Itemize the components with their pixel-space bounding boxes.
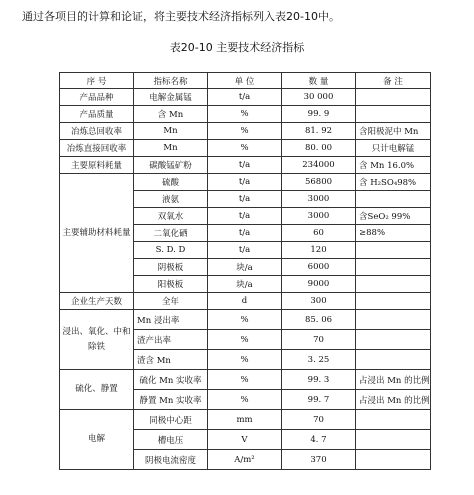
qty-cell: 99. 3 bbox=[282, 370, 356, 390]
name-cell: 二氧化硒 bbox=[134, 225, 208, 242]
table-row bbox=[60, 370, 431, 390]
unit-cell: t/a bbox=[208, 225, 282, 242]
table-row bbox=[60, 310, 431, 330]
intro-text: 通过各项目的计算和论证，将主要技术经济指标列入表20-10中。 bbox=[22, 10, 340, 23]
name-cell: 液氨 bbox=[134, 191, 208, 208]
qty-cell: 70 bbox=[282, 330, 356, 350]
qty-cell: 370 bbox=[282, 450, 356, 470]
name-cell: Mn 浸出率 bbox=[134, 310, 208, 330]
note-cell bbox=[356, 89, 431, 106]
unit-cell: 块/a bbox=[208, 276, 282, 293]
header-qty: 数 量 bbox=[282, 73, 356, 89]
note-cell: 含 H₂SO₄98% bbox=[356, 174, 431, 191]
unit-cell: d bbox=[208, 293, 282, 310]
group-cell: 企业生产天数 bbox=[60, 293, 134, 310]
header-unit: 单 位 bbox=[208, 73, 282, 89]
name-cell: 静置 Mn 实收率 bbox=[134, 390, 208, 410]
table-caption: 表20-10 主要技术经济指标 bbox=[169, 41, 305, 54]
unit-cell: % bbox=[208, 370, 282, 390]
name-cell: 渣含 Mn bbox=[134, 350, 208, 370]
qty-cell: 3. 25 bbox=[282, 350, 356, 370]
group-cell: 产品质量 bbox=[60, 106, 134, 123]
unit-cell: % bbox=[208, 390, 282, 410]
qty-cell: 56800 bbox=[282, 174, 356, 191]
qty-cell: 80. 00 bbox=[282, 140, 356, 157]
group-cell: 硫化、静置 bbox=[60, 370, 134, 410]
note-cell: 占浸出 Mn 的比例 bbox=[356, 370, 431, 390]
group-cell: 产品品种 bbox=[60, 89, 134, 106]
unit-cell: % bbox=[208, 310, 282, 330]
header-name: 指标名称 bbox=[134, 73, 208, 89]
group-cell: 主要辅助材料耗量 bbox=[60, 174, 134, 293]
name-cell: 电解金属锰 bbox=[134, 89, 208, 106]
table-row bbox=[60, 89, 431, 106]
unit-cell: 块/a bbox=[208, 259, 282, 276]
qty-cell: 85. 06 bbox=[282, 310, 356, 330]
unit-cell: mm bbox=[208, 410, 282, 430]
unit-cell: % bbox=[208, 330, 282, 350]
unit-cell: t/a bbox=[208, 242, 282, 259]
header-note: 备 注 bbox=[356, 73, 431, 89]
note-cell bbox=[356, 350, 431, 370]
qty-cell: 81. 92 bbox=[282, 123, 356, 140]
name-cell: 同极中心距 bbox=[134, 410, 208, 430]
unit-cell: A/m² bbox=[208, 450, 282, 470]
name-cell: S. D. D bbox=[134, 242, 208, 259]
qty-cell: 30 000 bbox=[282, 89, 356, 106]
qty-cell: 60 bbox=[282, 225, 356, 242]
note-cell bbox=[356, 106, 431, 123]
note-cell bbox=[356, 276, 431, 293]
note-cell: ≥88% bbox=[356, 225, 431, 242]
qty-cell: 9000 bbox=[282, 276, 356, 293]
note-cell bbox=[356, 330, 431, 350]
group-cell: 冶炼直接回收率 bbox=[60, 140, 134, 157]
note-cell bbox=[356, 259, 431, 276]
name-cell: 硫化 Mn 实收率 bbox=[134, 370, 208, 390]
qty-cell: 6000 bbox=[282, 259, 356, 276]
unit-cell: % bbox=[208, 123, 282, 140]
qty-cell: 300 bbox=[282, 293, 356, 310]
name-cell: Mn bbox=[134, 140, 208, 157]
note-cell: 只计电解锰 bbox=[356, 140, 431, 157]
unit-cell: % bbox=[208, 350, 282, 370]
unit-cell: t/a bbox=[208, 157, 282, 174]
name-cell: 阴极板 bbox=[134, 259, 208, 276]
unit-cell: t/a bbox=[208, 89, 282, 106]
note-cell bbox=[356, 410, 431, 430]
note-cell bbox=[356, 450, 431, 470]
table-row bbox=[60, 140, 431, 157]
name-cell: 碳酸锰矿粉 bbox=[134, 157, 208, 174]
name-cell: Mn bbox=[134, 123, 208, 140]
note-cell bbox=[356, 191, 431, 208]
note-cell bbox=[356, 293, 431, 310]
group-cell: 浸出、氧化、中和除铁 bbox=[60, 310, 134, 370]
name-cell: 渣产出率 bbox=[134, 330, 208, 350]
table-row bbox=[60, 123, 431, 140]
qty-cell: 3000 bbox=[282, 191, 356, 208]
name-cell: 阳极板 bbox=[134, 276, 208, 293]
table-row bbox=[60, 106, 431, 123]
table-row bbox=[60, 174, 431, 191]
qty-cell: 99. 9 bbox=[282, 106, 356, 123]
header-seq: 序 号 bbox=[60, 73, 134, 89]
name-cell: 硫酸 bbox=[134, 174, 208, 191]
qty-cell: 99. 7 bbox=[282, 390, 356, 410]
unit-cell: % bbox=[208, 106, 282, 123]
unit-cell: % bbox=[208, 140, 282, 157]
note-cell bbox=[356, 310, 431, 330]
note-cell bbox=[356, 242, 431, 259]
unit-cell: t/a bbox=[208, 174, 282, 191]
name-cell: 阴极电流密度 bbox=[134, 450, 208, 470]
group-cell: 主要原料耗量 bbox=[60, 157, 134, 174]
qty-cell: 4. 7 bbox=[282, 430, 356, 450]
name-cell: 双氧水 bbox=[134, 208, 208, 225]
indicators-table bbox=[59, 72, 431, 470]
unit-cell: t/a bbox=[208, 191, 282, 208]
name-cell: 全年 bbox=[134, 293, 208, 310]
qty-cell: 234000 bbox=[282, 157, 356, 174]
name-cell: 含 Mn bbox=[134, 106, 208, 123]
note-cell bbox=[356, 430, 431, 450]
note-cell: 含 Mn 16.0% bbox=[356, 157, 431, 174]
group-cell: 电解 bbox=[60, 410, 134, 470]
note-cell: 含阳极泥中 Mn bbox=[356, 123, 431, 140]
unit-cell: t/a bbox=[208, 208, 282, 225]
table-header-row bbox=[60, 73, 431, 89]
note-cell: 占浸出 Mn 的比例 bbox=[356, 390, 431, 410]
qty-cell: 70 bbox=[282, 410, 356, 430]
qty-cell: 120 bbox=[282, 242, 356, 259]
name-cell: 槽电压 bbox=[134, 430, 208, 450]
note-cell: 含SeO₂ 99% bbox=[356, 208, 431, 225]
group-cell: 冶炼总回收率 bbox=[60, 123, 134, 140]
table-row bbox=[60, 157, 431, 174]
unit-cell: V bbox=[208, 430, 282, 450]
table-row bbox=[60, 293, 431, 310]
qty-cell: 3000 bbox=[282, 208, 356, 225]
table-row bbox=[60, 410, 431, 430]
